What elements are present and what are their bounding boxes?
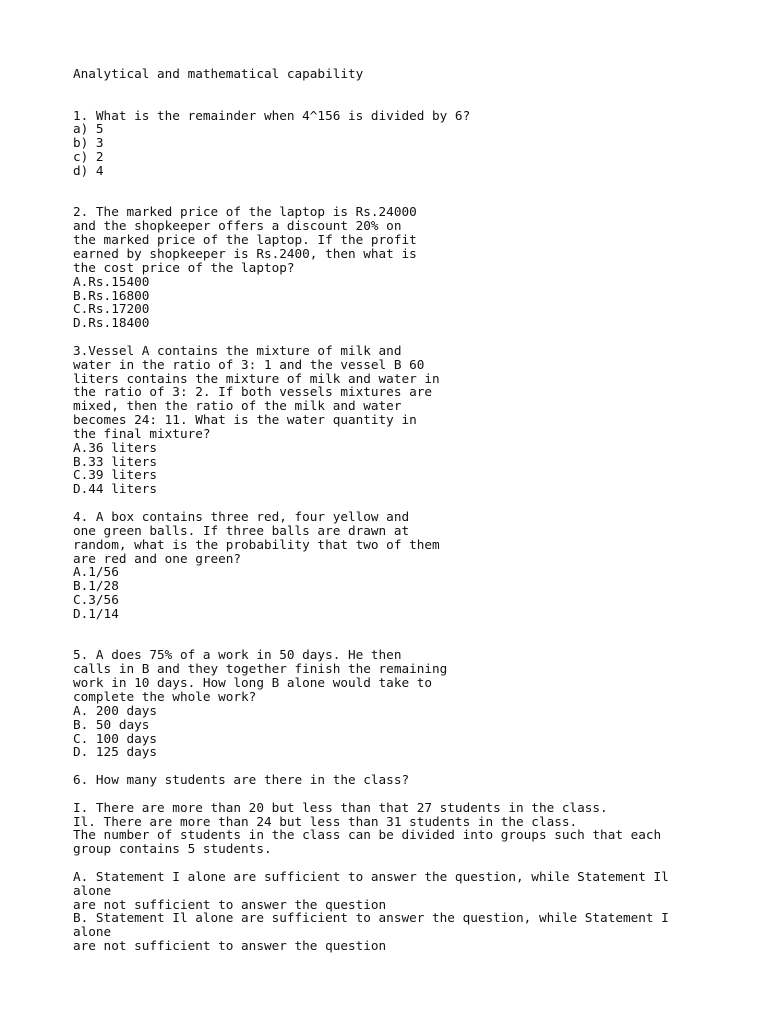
text-line (73, 81, 753, 95)
text-line: work in 10 days. How long B alone would take to (73, 675, 433, 691)
text-line: B.Rs.16800 (73, 287, 150, 303)
document-body (73, 81, 753, 953)
text-line (73, 759, 753, 773)
text-line (73, 635, 753, 649)
text-line: are red and one green? (73, 550, 242, 566)
text-line (73, 787, 753, 801)
text-line: the ratio of 3: 2. If both vessels mixtures are (73, 384, 433, 400)
document-title: Analytical and mathematical capability (73, 66, 364, 81)
text-line: mixed, then the ratio of the milk and water (73, 398, 402, 414)
text-line: c) 2 (73, 149, 104, 165)
text-line: A.Rs.15400 (73, 273, 150, 289)
text-line: are not sufficient to answer the question (73, 938, 387, 954)
text-line: d) 4 (73, 162, 104, 178)
text-line: calls in B and they together finish the remaining (73, 661, 448, 677)
text-line: B. Statement Il alone are sufficient to answer the question, while Statement I (73, 910, 669, 926)
text-line: the cost price of the laptop? (73, 259, 295, 275)
text-line: the marked price of the laptop. If the profit (73, 232, 417, 248)
text-line: A. 200 days (73, 702, 158, 718)
text-line: 2. The marked price of the laptop is Rs.24000 (73, 204, 417, 220)
text-line: C. 100 days (73, 730, 158, 746)
text-line: complete the whole work? (73, 688, 257, 704)
text-line: I. There are more than 20 but less than that 27 students in the class. (73, 799, 608, 815)
text-line: becomes 24: 11. What is the water quantity in (73, 412, 417, 428)
text-line: Il. There are more than 24 but less than 31 students in the class. (73, 813, 578, 829)
text-line (73, 330, 753, 344)
text-line: B.33 liters (73, 453, 158, 469)
text-line (73, 192, 753, 206)
text-line (73, 621, 753, 635)
text-line: C.3/56 (73, 592, 119, 608)
text-line (73, 496, 753, 510)
text-line: b) 3 (73, 135, 104, 151)
text-line: 1. What is the remainder when 4^156 is divided by 6? (73, 107, 471, 123)
text-line: random, what is the probability that two of them (73, 536, 440, 552)
text-line: A.36 liters (73, 439, 158, 455)
text-line: B.1/28 (73, 578, 119, 594)
text-line: alone (73, 882, 112, 898)
text-line: D.44 liters (73, 481, 158, 497)
text-line: 3.Vessel A contains the mixture of milk and (73, 342, 402, 358)
text-line: 4. A box contains three red, four yellow and (73, 509, 410, 524)
text-line: are not sufficient to answer the question (73, 896, 387, 912)
text-line: water in the ratio of 3: 1 and the vessel B 60 (73, 356, 425, 372)
text-line: A.1/56 (73, 564, 119, 580)
text-line: D. 125 days (73, 744, 158, 760)
text-line (73, 178, 753, 192)
text-line (73, 856, 753, 870)
text-line: a) 5 (73, 121, 104, 137)
text-line: alone (73, 924, 112, 940)
text-line: earned by shopkeeper is Rs.2400, then what is (73, 245, 417, 261)
text-line: C.Rs.17200 (73, 301, 150, 317)
text-line: the final mixture? (73, 425, 211, 441)
text-line: C.39 liters (73, 467, 158, 483)
text-line: D.1/14 (73, 605, 119, 621)
text-line: B. 50 days (73, 716, 150, 732)
text-line: group contains 5 students. (73, 841, 272, 857)
text-line: and the shopkeeper offers a discount 20% on (73, 218, 402, 234)
text-line: liters contains the mixture of milk and water in (73, 370, 440, 386)
text-line: A. Statement I alone are sufficient to answer the question, while Statement Il (73, 868, 669, 884)
document-page (73, 67, 753, 953)
text-line (73, 95, 753, 109)
text-line: one green balls. If three balls are drawn at (73, 522, 410, 538)
text-line: 6. How many students are there in the class? (73, 772, 410, 788)
text-line: D.Rs.18400 (73, 315, 150, 331)
text-line: 5. A does 75% of a work in 50 days. He then (73, 647, 402, 663)
text-line: The number of students in the class can be divided into groups such that each (73, 827, 662, 843)
